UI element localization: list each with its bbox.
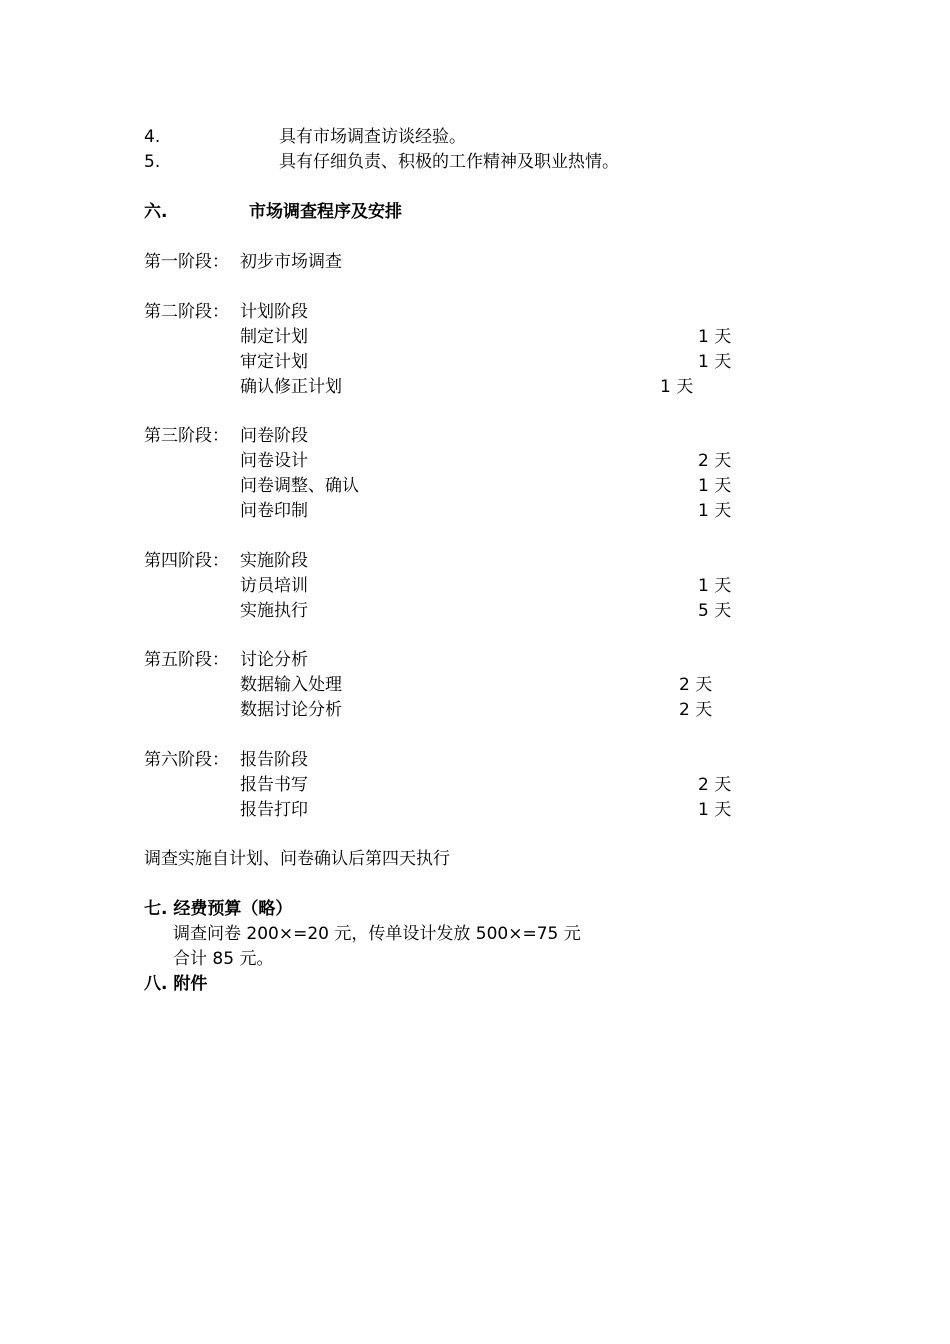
section-6-number: 六. [144,202,168,222]
task-name: 数据输入处理 [240,675,342,695]
section-6-title: 市场调查程序及安排 [249,202,402,222]
phase-name: 初步市场调查 [240,252,342,272]
task-name: 报告打印 [240,800,308,820]
list-item-text: 具有市场调查访谈经验。 [279,127,466,147]
task-duration: 1 天 [698,501,732,521]
task-name: 审定计划 [240,352,308,372]
phase-label: 第二阶段： [144,302,229,322]
task-duration: 1 天 [698,476,732,496]
task-name: 确认修正计划 [240,377,342,397]
phase-name: 实施阶段 [240,551,308,571]
task-name: 制定计划 [240,327,308,347]
phase-label: 第四阶段： [144,551,229,571]
section-7-title: 七. 经费预算（略） [144,899,293,919]
task-name: 访员培训 [240,576,308,596]
phase-label: 第一阶段： [144,252,229,272]
phase-name: 计划阶段 [240,302,308,322]
list-item-number: 5. [144,152,161,172]
task-duration: 2 天 [679,700,713,720]
schedule-note: 调查实施自计划、问卷确认后第四天执行 [144,849,450,869]
task-name: 问卷调整、确认 [240,476,359,496]
budget-line: 调查问卷 200×=20 元，传单设计发放 500×=75 元 [173,924,581,944]
phase-label: 第五阶段： [144,650,229,670]
task-duration: 1 天 [698,327,732,347]
task-duration: 2 天 [698,451,732,471]
task-name: 实施执行 [240,601,308,621]
task-duration: 5 天 [698,601,732,621]
task-name: 问卷设计 [240,451,308,471]
task-name: 问卷印制 [240,501,308,521]
phase-label: 第三阶段： [144,426,229,446]
task-duration: 1 天 [698,800,732,820]
budget-total: 合计 85 元。 [173,949,274,969]
task-name: 数据讨论分析 [240,700,342,720]
list-item-number: 4. [144,127,161,147]
phase-name: 报告阶段 [240,750,308,770]
task-name: 报告书写 [240,775,308,795]
phase-name: 讨论分析 [240,650,308,670]
task-duration: 2 天 [679,675,713,695]
task-duration: 1 天 [698,352,732,372]
phase-label: 第六阶段： [144,750,229,770]
task-duration: 1 天 [698,576,732,596]
list-item-text: 具有仔细负责、积极的工作精神及职业热情。 [279,152,619,172]
phase-name: 问卷阶段 [240,426,308,446]
task-duration: 1 天 [660,377,694,397]
task-duration: 2 天 [698,775,732,795]
section-8-title: 八. 附件 [144,974,208,994]
